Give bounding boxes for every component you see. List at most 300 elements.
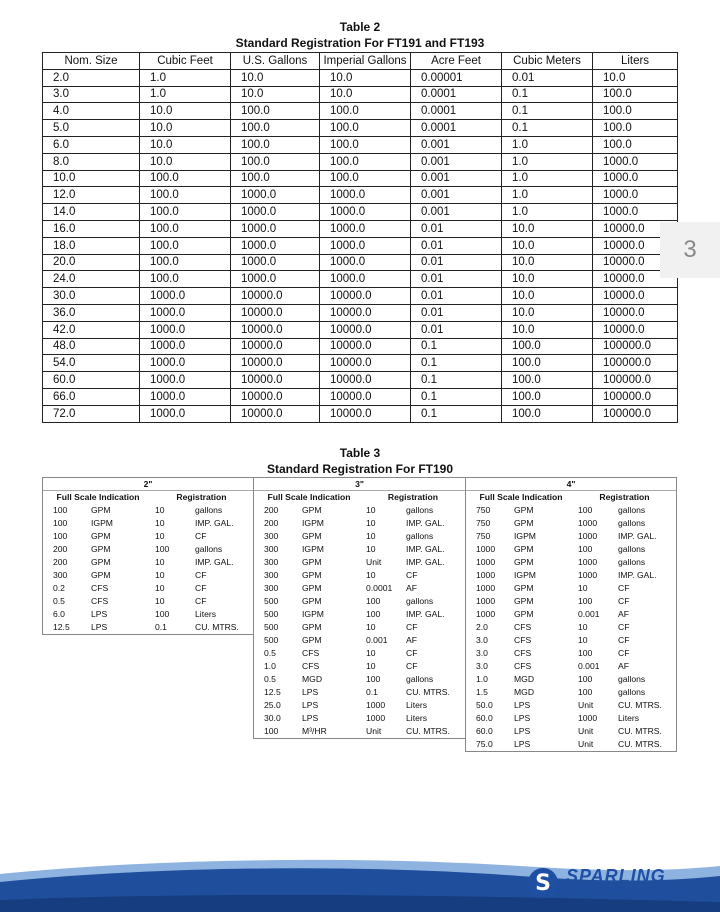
group-cell: IMP. GAL. bbox=[406, 518, 445, 528]
group-cell: 10 bbox=[155, 505, 165, 515]
group-cell: 60.0 bbox=[476, 726, 493, 736]
group-cell: M³/HR bbox=[302, 726, 327, 736]
table2-cell: 0.1 bbox=[411, 355, 502, 372]
group-cell: 1.5 bbox=[476, 687, 488, 697]
table2-cell: 10.0 bbox=[502, 288, 593, 305]
group-cell: MGD bbox=[514, 674, 535, 684]
table2-cell: 1.0 bbox=[502, 136, 593, 153]
table2-cell: 10000.0 bbox=[593, 220, 678, 237]
table2-cell: 100.0 bbox=[593, 86, 678, 103]
table2-cell: 16.0 bbox=[43, 220, 140, 237]
table2-cell: 10.0 bbox=[320, 86, 411, 103]
group-cell: GPM bbox=[302, 583, 322, 593]
table2-row bbox=[43, 405, 678, 422]
table2-cell: 10000.0 bbox=[231, 321, 320, 338]
table2-row bbox=[43, 69, 678, 86]
group-cell: 300 bbox=[264, 544, 279, 554]
group-cell: 0.0001 bbox=[366, 583, 393, 593]
table2-cell: 10000.0 bbox=[320, 405, 411, 422]
table2-cell: 0.01 bbox=[411, 220, 502, 237]
group-row bbox=[466, 686, 676, 699]
group-cell: 500 bbox=[264, 635, 279, 645]
table2-row bbox=[43, 321, 678, 338]
group-cell: 60.0 bbox=[476, 713, 493, 723]
table2-cell: 100000.0 bbox=[593, 405, 678, 422]
table2-cell: 0.01 bbox=[411, 304, 502, 321]
group-cell: 75.0 bbox=[476, 739, 493, 749]
group-cell: 100 bbox=[264, 726, 279, 736]
table2-cell: 10000.0 bbox=[231, 304, 320, 321]
group-cell: GPM bbox=[514, 557, 534, 567]
table2-cell: 1000.0 bbox=[593, 153, 678, 170]
table2-cell: 60.0 bbox=[43, 372, 140, 389]
table2-cell: 10.0 bbox=[502, 220, 593, 237]
group-cell: 100 bbox=[366, 596, 381, 606]
group-cell: 1000 bbox=[476, 544, 496, 554]
table2-cell: 1000.0 bbox=[231, 204, 320, 221]
table3-group-2in bbox=[42, 477, 254, 635]
group-cell: 10 bbox=[155, 531, 165, 541]
table2-cell: 1000.0 bbox=[140, 304, 231, 321]
table2-cell: 100.0 bbox=[502, 355, 593, 372]
table2-cell: 10000.0 bbox=[593, 288, 678, 305]
group-row bbox=[254, 699, 465, 712]
group-row bbox=[254, 608, 465, 621]
group-cell: gallons bbox=[618, 505, 646, 515]
group-cell: Liters bbox=[406, 700, 428, 710]
group-cell: 100 bbox=[53, 505, 68, 515]
table2-row bbox=[43, 372, 678, 389]
group-row bbox=[466, 556, 676, 569]
group-cell: 300 bbox=[264, 570, 279, 580]
logo-mark-icon: S bbox=[528, 868, 558, 898]
group-cell: Unit bbox=[578, 726, 594, 736]
group-cell: CU. MTRS. bbox=[618, 726, 662, 736]
group-row bbox=[43, 608, 253, 621]
table2-cell: 100.0 bbox=[502, 388, 593, 405]
group-cell: IMP. GAL. bbox=[195, 557, 234, 567]
table2-cell: 100.0 bbox=[140, 254, 231, 271]
group-cell: 1000 bbox=[578, 570, 598, 580]
table2-cell: 0.001 bbox=[411, 170, 502, 187]
group-cell: 1000 bbox=[476, 557, 496, 567]
table2-cell: 1000.0 bbox=[320, 271, 411, 288]
table2-cell: 1000.0 bbox=[320, 204, 411, 221]
group-cell: IGPM bbox=[302, 609, 324, 619]
group-cell: CF bbox=[195, 596, 207, 606]
group-cell: 10 bbox=[366, 505, 376, 515]
table2-cell: 54.0 bbox=[43, 355, 140, 372]
group-row bbox=[466, 569, 676, 582]
group-row bbox=[254, 686, 465, 699]
table2-cell: 1000.0 bbox=[140, 388, 231, 405]
table2-cell: 1000.0 bbox=[593, 187, 678, 204]
group-cell: 200 bbox=[264, 505, 279, 515]
table2-cell: 0.01 bbox=[411, 271, 502, 288]
table2-cell: 0.1 bbox=[502, 120, 593, 137]
group-cell: 12.5 bbox=[264, 687, 281, 697]
group-cell: 100 bbox=[53, 531, 68, 541]
group-cell: gallons bbox=[618, 518, 646, 528]
table2-cell: 10.0 bbox=[231, 86, 320, 103]
group-cell: Unit bbox=[366, 557, 382, 567]
group-cell: gallons bbox=[406, 674, 434, 684]
group-cell: 750 bbox=[476, 505, 491, 515]
group-cell: IGPM bbox=[91, 518, 113, 528]
logo-line1: SPARLING bbox=[566, 866, 666, 886]
group-cell: CF bbox=[195, 583, 207, 593]
table3-title: Standard Registration For FT190 bbox=[266, 462, 454, 476]
table2-cell: 14.0 bbox=[43, 204, 140, 221]
table2-cell: 0.001 bbox=[411, 187, 502, 204]
group-row bbox=[43, 621, 253, 634]
table2-row bbox=[43, 170, 678, 187]
group-cell: 10 bbox=[366, 570, 376, 580]
group-row bbox=[254, 725, 465, 738]
table2-cell: 1000.0 bbox=[231, 271, 320, 288]
group-cell: GPM bbox=[514, 596, 534, 606]
group-cell: 10 bbox=[366, 518, 376, 528]
table2-header: Cubic Meters bbox=[502, 53, 593, 70]
group-cell: GPM bbox=[302, 622, 322, 632]
group-cell: MGD bbox=[514, 687, 535, 697]
group-cell: 0.5 bbox=[264, 648, 276, 658]
table2-cell: 100.0 bbox=[140, 271, 231, 288]
table2-row bbox=[43, 288, 678, 305]
group-cell: CFS bbox=[514, 622, 532, 632]
table2-cell: 42.0 bbox=[43, 321, 140, 338]
group-cell: 200 bbox=[53, 544, 68, 554]
table2-cell: 0.01 bbox=[502, 69, 593, 86]
table2-cell: 100.0 bbox=[140, 237, 231, 254]
table2-cell: 1000.0 bbox=[593, 204, 678, 221]
table2-header: U.S. Gallons bbox=[231, 53, 320, 70]
group-cell: 10 bbox=[366, 622, 376, 632]
table2-cell: 100.0 bbox=[231, 120, 320, 137]
group-row bbox=[43, 504, 253, 517]
group-cell: gallons bbox=[618, 544, 646, 554]
table3-label: Table 3 bbox=[339, 446, 381, 460]
group-row bbox=[254, 543, 465, 556]
group-cell: 100 bbox=[578, 648, 593, 658]
group-cell: 10 bbox=[366, 661, 376, 671]
group-cell: LPS bbox=[302, 700, 319, 710]
group-row bbox=[43, 517, 253, 530]
group-row bbox=[466, 530, 676, 543]
group-cell: AF bbox=[406, 583, 417, 593]
group-cell: GPM bbox=[91, 544, 111, 554]
table2-cell: 10000.0 bbox=[231, 355, 320, 372]
group-cell: 1000 bbox=[578, 518, 598, 528]
table2-row bbox=[43, 237, 678, 254]
group-cell: gallons bbox=[195, 544, 223, 554]
group-cell: IMP. GAL. bbox=[406, 609, 445, 619]
group-cell: Liters bbox=[195, 609, 217, 619]
group-cell: 1000 bbox=[476, 570, 496, 580]
table2-cell: 10000.0 bbox=[231, 405, 320, 422]
table2-row bbox=[43, 271, 678, 288]
registration-header: Registration bbox=[176, 492, 227, 502]
table2-cell: 100.0 bbox=[320, 136, 411, 153]
table2-cell: 1.0 bbox=[140, 86, 231, 103]
table2-cell: 1000.0 bbox=[320, 237, 411, 254]
group-cell: gallons bbox=[618, 674, 646, 684]
table2-cell: 0.0001 bbox=[411, 86, 502, 103]
table2-cell: 1000.0 bbox=[140, 355, 231, 372]
group-cell: 300 bbox=[264, 531, 279, 541]
group-cell: CFS bbox=[302, 661, 320, 671]
group-cell: GPM bbox=[91, 570, 111, 580]
table2-cell: 1.0 bbox=[502, 153, 593, 170]
group-row bbox=[466, 504, 676, 517]
group-cell: CF bbox=[618, 596, 630, 606]
table2-cell: 72.0 bbox=[43, 405, 140, 422]
table2-cell: 100.0 bbox=[593, 103, 678, 120]
group-cell: IGPM bbox=[514, 531, 536, 541]
table2-header: Acre Feet bbox=[411, 53, 502, 70]
table2-row bbox=[43, 204, 678, 221]
group-cell: 6.0 bbox=[53, 609, 65, 619]
table2-cell: 1000.0 bbox=[320, 220, 411, 237]
group-cell: IMP. GAL. bbox=[406, 544, 445, 554]
table2-cell: 4.0 bbox=[43, 103, 140, 120]
table2-cell: 5.0 bbox=[43, 120, 140, 137]
table2-cell: 1000.0 bbox=[231, 237, 320, 254]
table2-cell: 0.1 bbox=[502, 86, 593, 103]
group-cell: IMP. GAL. bbox=[406, 557, 445, 567]
table2-cell: 100.0 bbox=[502, 405, 593, 422]
group-cell: IMP. GAL. bbox=[618, 570, 657, 580]
group-cell: IGPM bbox=[302, 518, 324, 528]
group-cell: 10 bbox=[578, 583, 588, 593]
group-row bbox=[254, 673, 465, 686]
table2-cell: 100.0 bbox=[231, 170, 320, 187]
group-header bbox=[254, 491, 465, 504]
table2-cell: 1000.0 bbox=[231, 254, 320, 271]
table2-cell: 100000.0 bbox=[593, 372, 678, 389]
group-cell: 25.0 bbox=[264, 700, 281, 710]
group-row bbox=[254, 569, 465, 582]
table2-cell: 10.0 bbox=[140, 103, 231, 120]
group-cell: CF bbox=[406, 661, 418, 671]
group-cell: GPM bbox=[514, 518, 534, 528]
group-cell: 1000 bbox=[578, 557, 598, 567]
table2-cell: 10.0 bbox=[502, 237, 593, 254]
group-cell: GPM bbox=[302, 635, 322, 645]
group-row bbox=[466, 595, 676, 608]
table3-group-4in bbox=[465, 477, 677, 752]
table2-cell: 10000.0 bbox=[231, 338, 320, 355]
table2-cell: 10000.0 bbox=[593, 321, 678, 338]
group-row bbox=[466, 660, 676, 673]
group-cell: GPM bbox=[302, 505, 322, 515]
group-cell: LPS bbox=[302, 713, 319, 723]
group-cell: GPM bbox=[514, 544, 534, 554]
group-cell: IMP. GAL. bbox=[618, 531, 657, 541]
group-cell: 300 bbox=[53, 570, 68, 580]
group-row bbox=[466, 673, 676, 686]
group-cell: GPM bbox=[514, 609, 534, 619]
group-cell: LPS bbox=[91, 622, 108, 632]
table2 bbox=[42, 52, 678, 423]
group-cell: gallons bbox=[618, 557, 646, 567]
group-cell: CFS bbox=[91, 583, 109, 593]
group-row bbox=[43, 569, 253, 582]
table2-cell: 100.0 bbox=[593, 120, 678, 137]
group-cell: MGD bbox=[302, 674, 323, 684]
group-cell: 0.5 bbox=[53, 596, 65, 606]
group-row bbox=[254, 530, 465, 543]
table2-label: Table 2 bbox=[339, 20, 381, 34]
group-cell: 10 bbox=[366, 544, 376, 554]
group-cell: IGPM bbox=[514, 570, 536, 580]
group-cell: 10 bbox=[578, 635, 588, 645]
table2-cell: 100000.0 bbox=[593, 388, 678, 405]
table2-cell: 10.0 bbox=[502, 271, 593, 288]
group-cell: 0.001 bbox=[366, 635, 388, 645]
registration-header: Registration bbox=[387, 492, 439, 502]
group-cell: 200 bbox=[264, 518, 279, 528]
group-cell: GPM bbox=[302, 596, 322, 606]
table2-row bbox=[43, 254, 678, 271]
group-cell: CF bbox=[618, 648, 630, 658]
group-cell: GPM bbox=[302, 557, 322, 567]
table2-cell: 10.0 bbox=[231, 69, 320, 86]
table2-cell: 0.0001 bbox=[411, 120, 502, 137]
group-cell: 10 bbox=[155, 583, 165, 593]
table2-cell: 8.0 bbox=[43, 153, 140, 170]
table2-cell: 100.0 bbox=[231, 103, 320, 120]
table2-cell: 1000.0 bbox=[231, 187, 320, 204]
group-row bbox=[254, 517, 465, 530]
group-cell: GPM bbox=[91, 531, 111, 541]
table2-cell: 10000.0 bbox=[593, 271, 678, 288]
table2-cell: 100.0 bbox=[320, 120, 411, 137]
table2-row bbox=[43, 304, 678, 321]
table2-title: Standard Registration For FT191 and FT193 bbox=[235, 36, 485, 50]
group-cell: 100 bbox=[578, 687, 593, 697]
group-cell: 1.0 bbox=[264, 661, 276, 671]
group-row bbox=[466, 634, 676, 647]
group-cell: 750 bbox=[476, 531, 491, 541]
group-cell: AF bbox=[618, 661, 629, 671]
group-cell: LPS bbox=[91, 609, 108, 619]
group-cell: 1000 bbox=[578, 713, 598, 723]
table2-cell: 100.0 bbox=[140, 220, 231, 237]
table2-cell: 10000.0 bbox=[593, 254, 678, 271]
table2-cell: 0.0001 bbox=[411, 103, 502, 120]
group-cell: CFS bbox=[514, 661, 532, 671]
group-cell: gallons bbox=[406, 531, 434, 541]
group-cell: 10 bbox=[155, 518, 165, 528]
table2-cell: 20.0 bbox=[43, 254, 140, 271]
table2-cell: 0.01 bbox=[411, 237, 502, 254]
table2-cell: 10000.0 bbox=[320, 304, 411, 321]
table2-cell: 36.0 bbox=[43, 304, 140, 321]
group-cell: 3.0 bbox=[476, 648, 488, 658]
group-row bbox=[466, 712, 676, 725]
group-row bbox=[466, 647, 676, 660]
group-row bbox=[466, 621, 676, 634]
table2-cell: 0.1 bbox=[411, 405, 502, 422]
group-cell: 1000 bbox=[476, 583, 496, 593]
group-cell: 30.0 bbox=[264, 713, 281, 723]
group-cell: 0.5 bbox=[264, 674, 276, 684]
group-cell: CF bbox=[618, 635, 630, 645]
table2-cell: 1000.0 bbox=[140, 405, 231, 422]
group-cell: CU. MTRS. bbox=[195, 622, 239, 632]
table2-cell: 10.0 bbox=[140, 136, 231, 153]
group-cell: CF bbox=[195, 531, 207, 541]
group-cell: 3.0 bbox=[476, 635, 488, 645]
group-cell: GPM bbox=[514, 505, 534, 515]
table2-cell: 0.001 bbox=[411, 136, 502, 153]
table2-row bbox=[43, 355, 678, 372]
table2-row bbox=[43, 120, 678, 137]
table2-cell: 10.0 bbox=[140, 153, 231, 170]
group-cell: IMP. GAL. bbox=[195, 518, 234, 528]
group-header bbox=[466, 491, 676, 504]
group-cell: 1000 bbox=[476, 596, 496, 606]
group-cell: 10 bbox=[155, 570, 165, 580]
group-cell: 10 bbox=[366, 648, 376, 658]
group-cell: 0.001 bbox=[578, 609, 600, 619]
group-row bbox=[254, 582, 465, 595]
logo-wordmark bbox=[566, 866, 686, 897]
group-cell: Liters bbox=[618, 713, 640, 723]
table2-cell: 18.0 bbox=[43, 237, 140, 254]
table2-cell: 100.0 bbox=[140, 204, 231, 221]
group-cell: CFS bbox=[302, 648, 320, 658]
group-cell: CFS bbox=[514, 635, 532, 645]
table2-cell: 100.0 bbox=[140, 187, 231, 204]
group-cell: CFS bbox=[514, 648, 532, 658]
table2-body bbox=[43, 69, 678, 422]
group-row bbox=[466, 543, 676, 556]
table2-cell: 10.0 bbox=[140, 120, 231, 137]
group-row bbox=[43, 556, 253, 569]
group-cell: 1000 bbox=[366, 700, 386, 710]
group-cell: AF bbox=[406, 635, 417, 645]
group-cell: LPS bbox=[514, 726, 531, 736]
table2-cell: 10.0 bbox=[502, 304, 593, 321]
table2-cell: 100.0 bbox=[320, 170, 411, 187]
group-cell: 0.1 bbox=[366, 687, 378, 697]
group-row bbox=[43, 543, 253, 556]
table2-cell: 1.0 bbox=[140, 69, 231, 86]
table2-cell: 100.0 bbox=[320, 153, 411, 170]
group-cell: Unit bbox=[578, 700, 594, 710]
table2-header: Imperial Gallons bbox=[320, 53, 411, 70]
table2-cell: 100000.0 bbox=[593, 338, 678, 355]
table2-cell: 100.0 bbox=[320, 103, 411, 120]
group-cell: GPM bbox=[302, 570, 322, 580]
group-cell: GPM bbox=[91, 557, 111, 567]
table2-cell: 66.0 bbox=[43, 388, 140, 405]
table2-row bbox=[43, 136, 678, 153]
table2-header: Cubic Feet bbox=[140, 53, 231, 70]
full-scale-header: Full Scale Indication bbox=[479, 492, 563, 502]
table2-cell: 1000.0 bbox=[320, 254, 411, 271]
table2-cell: 6.0 bbox=[43, 136, 140, 153]
table2-cell: 10000.0 bbox=[231, 288, 320, 305]
registration-header: Registration bbox=[599, 492, 650, 502]
table2-cell: 10.0 bbox=[502, 321, 593, 338]
group-cell: gallons bbox=[195, 505, 223, 515]
group-row bbox=[254, 647, 465, 660]
table2-row bbox=[43, 103, 678, 120]
table2-cell: 1000.0 bbox=[140, 321, 231, 338]
